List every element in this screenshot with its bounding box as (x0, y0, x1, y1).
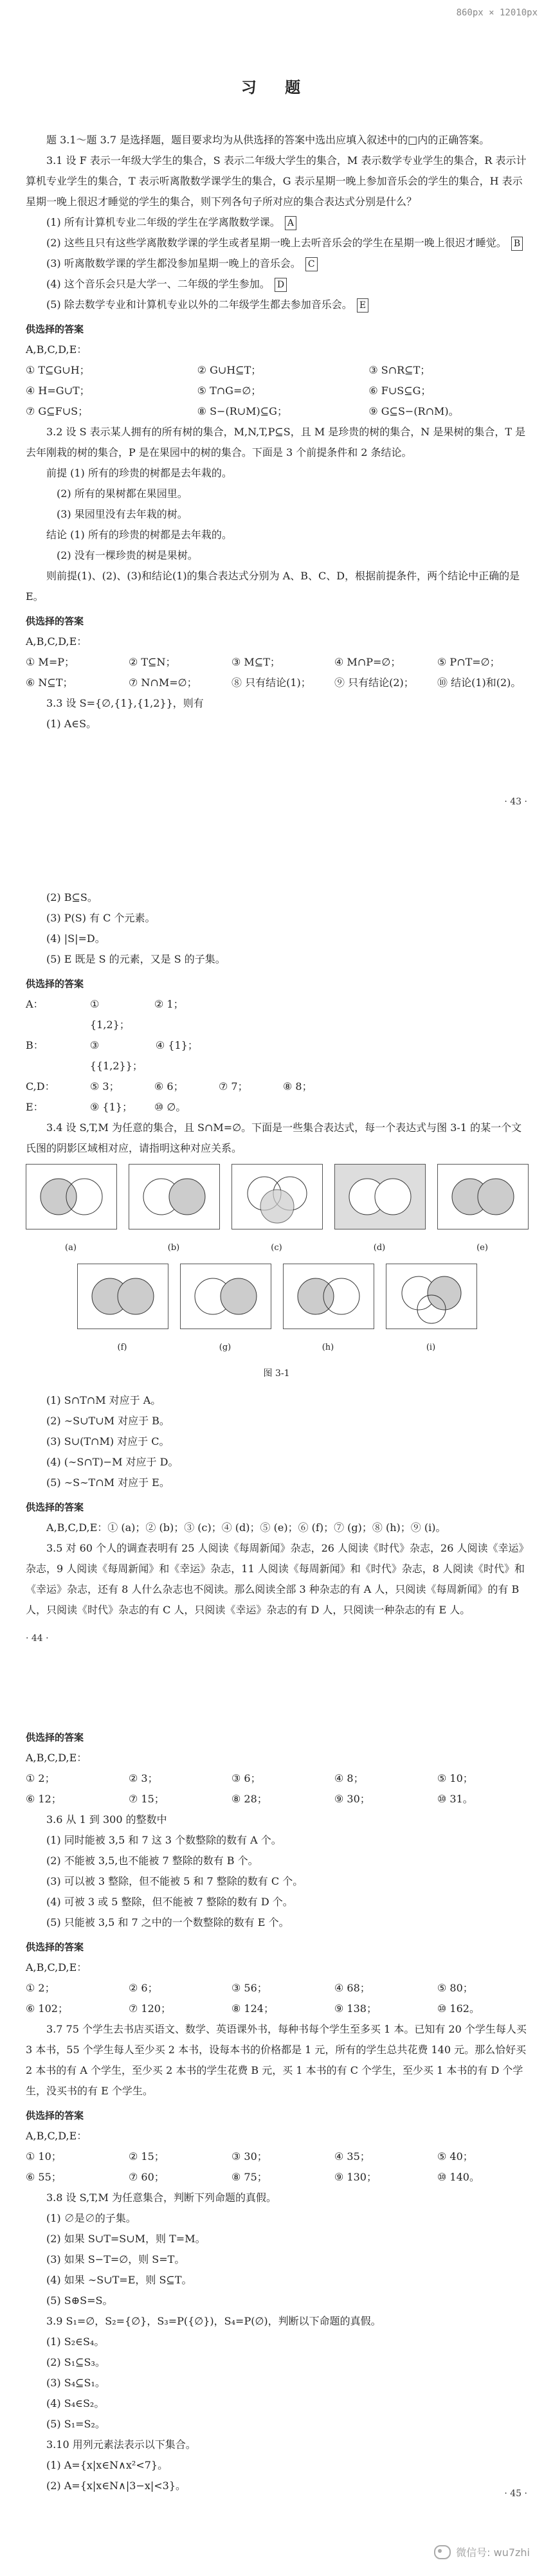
option: ⑥ F∪S⊆G； (368, 385, 431, 397)
venn-g: (g) (180, 1264, 270, 1358)
venn-i: (i) (386, 1264, 476, 1358)
map-item-2: (2) ∼S∪T∪M 对应于 B。 (46, 1415, 170, 1427)
option: ④ H=G∪T； (26, 385, 90, 397)
q32-options (26, 652, 527, 693)
answers-heading: 供选择的答案 (26, 1732, 84, 1743)
answers-heading: 供选择的答案 (26, 1941, 84, 1953)
answers-heading: 供选择的答案 (26, 2110, 84, 2121)
q31-item-4: (4) 这个音乐会只是大学一、二年级的学生参加。 D (46, 274, 527, 295)
q32-premise-3: (3) 果园里没有去年栽的树。 (57, 508, 188, 520)
q34-options: A,B,C,D,E：① (a)；② (b)；③ (c)；④ (d)；⑤ (e)；⑥ (f)；⑦ (g)；⑧ (h)；⑨ (i)。 (46, 1521, 446, 1534)
q36-options: ① 2； ② 6； ③ 56； ④ 68； ⑤ 80； ⑥ 102； ⑦ 120； ⑧ 124； ⑨ 138； ⑩ 162。 (26, 1982, 480, 2015)
option: ⑩ 结论(1)和(2)。 (437, 676, 521, 689)
q39-stem: 3.9 S₁=∅，S₂={∅}，S₃=P({∅})，S₄=P(∅)，判断以下命题的真假。 (46, 2315, 381, 2327)
q35-stem: 3.5 对 60 个人的调查表明有 25 人阅读《每周新闻》杂志，26 人阅读《时代》杂志，26 人阅读《幸运》杂志，9 人阅读《每周新闻》和《幸运》杂志，11 人阅读《每周新闻》和《时代》杂志，8 人阅读《时代》和《幸运》杂志，还有 8 人什么杂志也不阅读。那么阅读全部 3 种杂志的有 A 人，只阅读《每周新闻》的有 B 人，只阅读《时代》杂志的有 C 人，只阅读《幸运》杂志的有 D 人，只阅读一种杂志的有 E 人。 (26, 1542, 525, 1616)
q36-stem: 3.6 从 1 到 300 的整数中 (46, 1813, 167, 1826)
q31-item-2: (2) 这些且只有这些学离散数学课的学生或者星期一晚上去听音乐会的学生在星期一晚上很迟才睡觉。 B (46, 233, 527, 253)
option: ⑥ N⊆T； (26, 676, 73, 689)
answers-sub: A,B,C,D,E： (26, 343, 87, 356)
option: ⑦ N∩M=∅； (129, 676, 197, 689)
q33-item-1: (1) A∈S。 (46, 718, 97, 730)
q38-item-4: (4) 如果 ∼S∪T=E，则 S⊆T。 (46, 2274, 192, 2286)
q32-conclusion-1: 结论 (1) 所有的珍贵的树都是去年栽的。 (46, 529, 232, 541)
q36-item-2: (2) 不能被 3,5,也不能被 7 整除的数有 B 个。 (46, 1855, 258, 1867)
venn-e: (e) (437, 1164, 527, 1258)
q38-item-5: (5) S⊕S=S。 (46, 2294, 113, 2307)
q38-item-2: (2) 如果 S∪T=S∪M，则 T=M。 (46, 2233, 206, 2245)
answer-box: D (275, 278, 287, 292)
q33-options-cd: C,D： ⑤ 3； ⑥ 6； ⑦ 7； ⑧ 8； (26, 1080, 313, 1093)
q33-item-3: (3) P(S) 有 C 个元素。 (46, 912, 156, 924)
venn-row-1 (26, 1164, 527, 1258)
q32-conclusion-2: (2) 没有一棵珍贵的树是果树。 (57, 549, 198, 561)
venn-d: (d) (334, 1164, 424, 1258)
q33-options-a: A： ① {1,2}； ② 1； (26, 998, 184, 1031)
q32-stem: 3.2 设 S 表示某人拥有的所有树的集合，M,N,T,P⊆S，且 M 是珍贵的树的集合，N 是果树的集合，T 是去年刚栽的树的集合，P 是在果园中的树的集合。下面是 3 个前提条件和 2 条结论。 (26, 426, 526, 458)
q31-item-1: (1) 所有计算机专业二年级的学生在学离散数学课。 A (46, 212, 527, 233)
option: ⑨ 只有结论(2)； (334, 676, 414, 689)
q38-stem: 3.8 设 S,T,M 为任意集合，判断下列命题的真假。 (46, 2191, 276, 2204)
answers-sub: A,B,C,D,E： (26, 635, 87, 648)
q31-options (26, 360, 527, 422)
q33-options-e: E： ⑨ {1}； ⑩ ∅。 (26, 1101, 186, 1113)
q39-item-2: (2) S₁⊆S₃。 (46, 2356, 105, 2368)
q310-stem: 3.10 用列元素法表示以下集合。 (46, 2438, 196, 2451)
map-item-4: (4) (∼S∩T)−M 对应于 D。 (46, 1456, 179, 1468)
option: ⑦ G⊆F∪S； (26, 405, 89, 417)
q310-item-1: (1) A={x|x∈N∧x²<7}。 (46, 2459, 168, 2471)
answers-sub: A,B,C,D,E： (26, 1961, 87, 1973)
answers-heading: 供选择的答案 (26, 978, 84, 990)
figure-caption: 图 3-1 (263, 1368, 290, 1379)
q310-item-2: (2) A={x|x∈N∧|3−x|<3}。 (46, 2480, 186, 2492)
answers-sub: A,B,C,D,E： (26, 1752, 87, 1764)
q31-item-3: (3) 听离散数学课的学生都没参加星期一晚上的音乐会。 C (46, 253, 527, 274)
q31-stem: 3.1 设 F 表示一年级大学生的集合，S 表示二年级大学生的集合，M 表示数学专业学生的集合，R 表示计算机专业学生的集合，T 表示听离散数学课学生的集合，G 表示星期一晚上参加音乐会的学生的集合，H 表示星期一晚上很迟才睡觉的学生的集合，则下列各句子所对应的集合表达式分别是什么？ (26, 154, 527, 208)
top-bar (0, 0, 553, 26)
page-number: · 44 · (26, 1633, 49, 1644)
venn-b: (b) (129, 1164, 219, 1258)
page-43 (0, 26, 553, 820)
answers-heading: 供选择的答案 (26, 1501, 84, 1513)
answers-sub: A,B,C,D,E： (26, 2130, 87, 2142)
option: ③ M⊆T； (231, 656, 280, 668)
option: ⑨ G⊆S−(R∩M)。 (368, 405, 459, 417)
q39-item-4: (4) S₄∈S₂。 (46, 2397, 105, 2409)
intro-text: 题 3.1～题 3.7 是选择题，题目要求均为从供选择的答案中选出应填入叙述中的□内的正确答案。 (46, 134, 490, 146)
venn-row-2 (26, 1264, 527, 1358)
page-number: · 45 · (504, 2489, 527, 2499)
watermark-text: 微信号: wu7zhi (456, 2546, 530, 2559)
q33-item-4: (4) |S|=D。 (46, 932, 105, 945)
wechat-icon (434, 2545, 451, 2559)
map-item-3: (3) S∪(T∩M) 对应于 C。 (46, 1435, 170, 1447)
answer-box: C (305, 257, 318, 271)
page-45 (0, 1723, 553, 2576)
option: ⑤ T∩G=∅； (197, 385, 262, 397)
q36-item-1: (1) 同时能被 3,5 和 7 这 3 个数整除的数有 A 个。 (46, 1834, 282, 1846)
venn-h: (h) (283, 1264, 373, 1358)
option: ① M=P； (26, 656, 75, 668)
map-item-5: (5) ∼S∼T∩M 对应于 E。 (46, 1476, 170, 1489)
q33-item-2: (2) B⊆S。 (46, 891, 98, 903)
q33-stem: 3.3 设 S={∅,{1},{1,2}}，则有 (46, 697, 204, 709)
dimension-label: 860px × 12010px (456, 8, 538, 18)
option: ① T⊆G∪H； (26, 364, 90, 376)
section-title: 习 题 (240, 78, 313, 96)
wechat-watermark (434, 2544, 530, 2559)
q39-item-3: (3) S₄⊆S₁。 (46, 2377, 105, 2389)
answer-box: A (285, 216, 296, 230)
option: ② T⊆N； (129, 656, 176, 668)
q36-item-5: (5) 只能被 3,5 和 7 之中的一个数整除的数有 E 个。 (46, 1916, 289, 1928)
q39-item-1: (1) S₂∈S₄。 (46, 2336, 105, 2348)
q34-stem: 3.4 设 S,T,M 为任意的集合，且 S∩M=∅。下面是一些集合表达式，每一个表达式与图 3-1 的某一个文氏图的阴影区域相对应，请指明这种对应关系。 (26, 1121, 522, 1154)
map-item-1: (1) S∩T∩M 对应于 A。 (46, 1394, 161, 1406)
venn-c: (c) (231, 1164, 322, 1258)
page-44 (0, 887, 553, 1659)
q35-options: ① 2； ② 3； ③ 6； ④ 8； ⑤ 10； ⑥ 12； ⑦ 15； ⑧ 28； ⑨ 30； ⑩ 31。 (26, 1772, 473, 1805)
answer-box: E (357, 298, 368, 313)
answers-heading: 供选择的答案 (26, 615, 84, 627)
option: ② G∪H⊆T； (197, 364, 262, 376)
q38-item-1: (1) ∅是∅的子集。 (46, 2212, 136, 2224)
q33-item-5: (5) E 既是 S 的元素，又是 S 的子集。 (46, 953, 226, 965)
q31-item-5: (5) 除去数学专业和计算机专业以外的二年级学生都去参加音乐会。 E (46, 295, 527, 315)
q36-item-4: (4) 可被 3 或 5 整除，但不能被 7 整除的数有 D 个。 (46, 1896, 293, 1908)
q32-premise-1: 前提 (1) 所有的珍贵的树都是去年栽的。 (46, 467, 232, 479)
q32-tail: 则前提(1)、(2)、(3)和结论(1)的集合表达式分别为 A、B、C、D，根据前提条件，两个结论中正确的是 E。 (26, 570, 520, 603)
option: ⑧ S−(R∪M)⊆G； (197, 405, 287, 417)
option: ⑤ P∩T=∅； (437, 656, 500, 668)
option: ④ M∩P=∅； (334, 656, 401, 668)
q39-item-5: (5) S₁=S₂。 (46, 2418, 105, 2430)
q32-premise-2: (2) 所有的果树都在果园里。 (57, 487, 188, 500)
q36-item-3: (3) 可以被 3 整除，但不能被 5 和 7 整除的数有 C 个。 (46, 1875, 304, 1887)
venn-a: (a) (26, 1164, 116, 1258)
option: ⑧ 只有结论(1)； (231, 676, 311, 689)
option: ③ S∩R⊆T； (368, 364, 431, 376)
q38-item-3: (3) 如果 S−T=∅，则 S=T。 (46, 2253, 185, 2265)
venn-f: (f) (77, 1264, 167, 1358)
answers-heading: 供选择的答案 (26, 323, 84, 335)
q37-options: ① 10； ② 15； ③ 30； ④ 35； ⑤ 40； ⑥ 55； ⑦ 60； ⑧ 75； ⑨ 130； ⑩ 140。 (26, 2150, 480, 2183)
page-number: · 43 · (504, 797, 527, 807)
q37-stem: 3.7 75 个学生去书店买语文、数学、英语课外书，每种书每个学生至多买 1 本。已知有 20 个学生每人买 3 本书，55 个学生每人至少买 2 本书，设每本书的价格都是 1 元，所有的学生总共花费 140 元。那么恰好买 2 本书的有 A 个学生，至少买 2 本书的学生花费 B 元，买 1 本书的有 C 个学生，至少买 1 本书的有 D 个学生，没买书的有 E 个学生。 (26, 2023, 527, 2097)
answer-box: B (511, 237, 523, 251)
q33-options-b: B： ③ {{1,2}}； ④ {1}； (26, 1039, 198, 1072)
